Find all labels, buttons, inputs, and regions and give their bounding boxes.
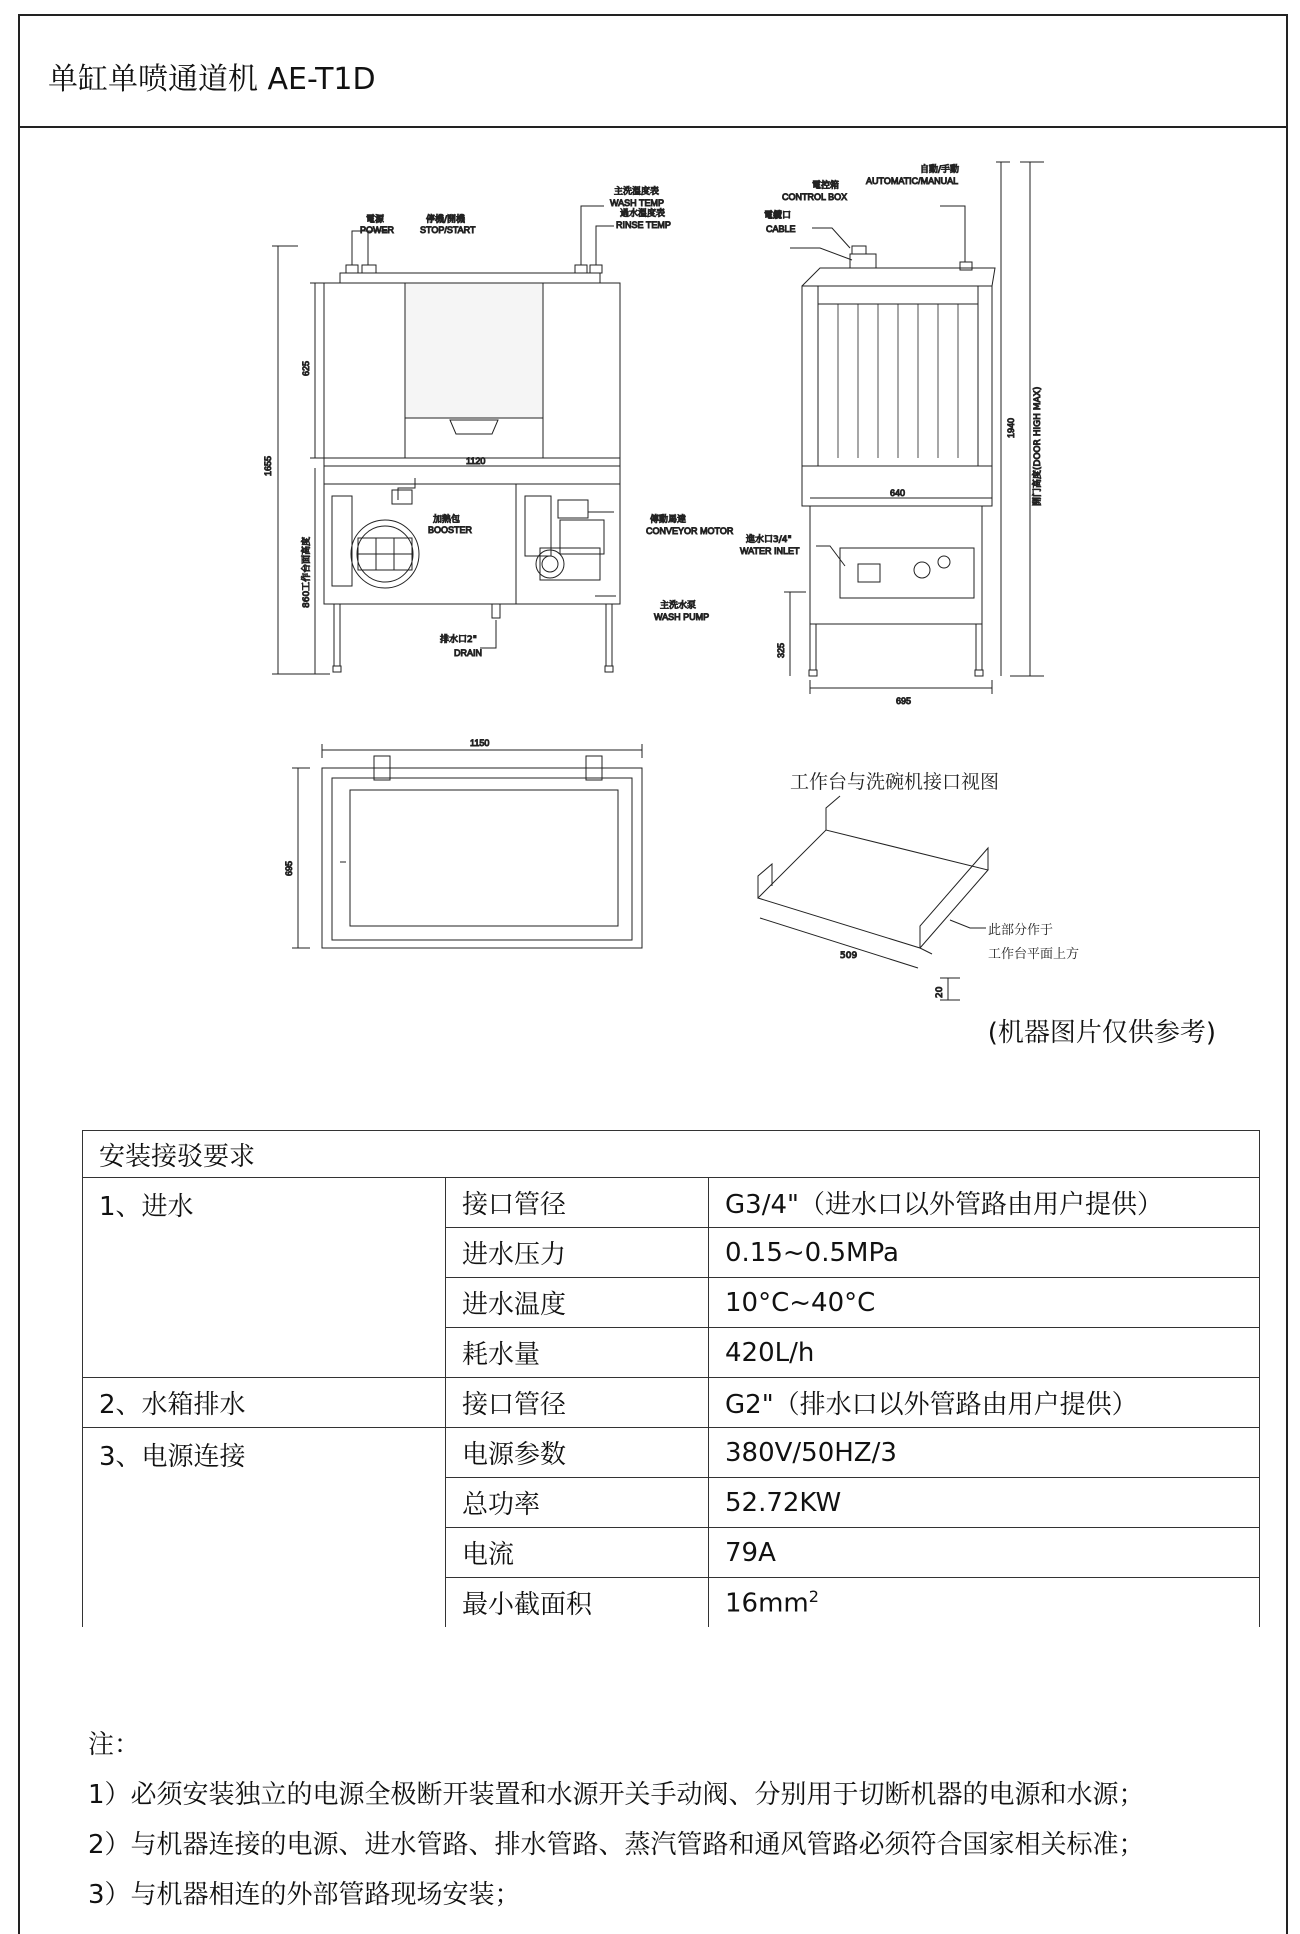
top-view [292, 744, 642, 948]
iso-note-line2: 工作台平面上方 [988, 947, 1080, 962]
door-high-label: 開门高度(DOOR HIGH MAX) [1033, 386, 1043, 506]
stopstart-label-en: STOP/START [420, 225, 476, 235]
drain-label-cn: 排水口2" [440, 635, 477, 645]
dim-20: 20 [935, 986, 945, 998]
washpump-label-cn: 主洗水泵 [660, 601, 697, 611]
drain-label-en: DRAIN [454, 648, 483, 658]
table-row [83, 1178, 1260, 1228]
rinsetemp-label-cn: 過水溫度表 [620, 209, 666, 219]
installation-requirements-table [82, 1130, 1260, 1627]
page-title: 单缸单喷通道机 AE-T1D [48, 62, 376, 97]
row-value [709, 1578, 1260, 1628]
dim-695: 695 [896, 696, 912, 706]
washpump-label-en: WASH PUMP [654, 612, 710, 622]
note-item: 2）与机器连接的电源、进水管路、排水管路、蒸汽管路和通风管路必须符合国家相关标准； [88, 1830, 1145, 1860]
row-key: 总功率 [446, 1478, 709, 1528]
power-switch-icon [346, 265, 358, 273]
dim-1940: 1940 [1006, 417, 1016, 438]
washtemp-label-en: WASH TEMP [610, 198, 665, 208]
booster-label-en: BOOSTER [428, 525, 473, 535]
dim-695b: 695 [284, 860, 294, 876]
row-key: 进水压力 [446, 1228, 709, 1278]
worktable-iso-view [758, 796, 988, 1000]
table-row [83, 1378, 1260, 1428]
cable-label-cn: 電纜口 [764, 211, 792, 221]
rinsetemp-label-en: RINSE TEMP [616, 220, 671, 230]
row-value: G3/4"（进水口以外管路由用户提供） [709, 1178, 1260, 1228]
cable-label-en: CABLE [766, 224, 796, 234]
section-drain: 2、水箱排水 [83, 1378, 446, 1428]
inlet-label-cn: 進水口3/4" [746, 535, 792, 545]
section-water-inlet: 1、进水 [83, 1178, 446, 1378]
side-view [784, 162, 1044, 694]
row-key: 电流 [446, 1528, 709, 1578]
iso-view-title: 工作台与洗碗机接口视图 [790, 771, 1000, 793]
row-value: 10°C~40°C [709, 1278, 1260, 1328]
power-label-en: POWER [360, 225, 395, 235]
row-value: 380V/50HZ/3 [709, 1428, 1260, 1478]
notes-section [88, 1720, 1145, 1920]
row-value: 52.72KW [709, 1478, 1260, 1528]
row-key: 接口管径 [446, 1178, 709, 1228]
document-frame [18, 14, 1288, 1934]
front-view [272, 206, 620, 674]
iso-note-line1: 此部分作于 [988, 923, 1054, 938]
conveyor-label-en: CONVEYOR MOTOR [646, 526, 734, 536]
row-value: G2"（排水口以外管路由用户提供） [709, 1378, 1260, 1428]
title-bar [20, 16, 1286, 128]
row-key: 耗水量 [446, 1328, 709, 1378]
row-value: 79A [709, 1528, 1260, 1578]
dim-1655: 1655 [263, 455, 273, 476]
row-key: 进水温度 [446, 1278, 709, 1328]
section-power: 3、电源连接 [83, 1428, 446, 1628]
table-row [83, 1428, 1260, 1478]
worktable-height-label: 860工作台面高度 [302, 536, 312, 608]
dim-509: 509 [840, 951, 858, 961]
dim-325: 325 [776, 642, 786, 658]
conveyor-motor-icon [525, 496, 604, 580]
row-key: 最小截面积 [446, 1578, 709, 1628]
washtemp-label-cn: 主洗溫度表 [614, 187, 660, 197]
note-item: 3）与机器相连的外部管路现场安装； [88, 1880, 521, 1910]
controlbox-label-en: CONTROL BOX [782, 192, 848, 202]
power-label-cn: 電源 [366, 215, 385, 225]
controlbox-label-cn: 電控箱 [812, 181, 840, 191]
dim-640: 640 [890, 488, 906, 498]
water-inlet-icon [840, 548, 974, 598]
booster-icon [332, 490, 419, 588]
technical-drawing [20, 128, 1286, 1028]
dim-1150: 1150 [470, 738, 490, 748]
row-value-text: 16mm [725, 1588, 809, 1619]
reference-note: (机器图片仅供参考) [987, 1018, 1216, 1048]
inlet-label-en: WATER INLET [740, 546, 800, 556]
dim-1120: 1120 [466, 456, 486, 466]
stopstart-label-cn: 停機/開機 [426, 215, 466, 225]
auto-label-cn: 自動/手動 [920, 165, 960, 175]
row-value: 0.15~0.5MPa [709, 1228, 1260, 1278]
note-item: 1）必须安装独立的电源全极断开装置和水源开关手动阀、分别用于切断机器的电源和水源； [88, 1780, 1145, 1810]
row-key: 接口管径 [446, 1378, 709, 1428]
superscript: 2 [808, 1586, 819, 1606]
booster-label-cn: 加熱包 [433, 515, 461, 525]
table-header: 安装接驳要求 [83, 1131, 1260, 1178]
row-value: 420L/h [709, 1328, 1260, 1378]
table-header-row [83, 1131, 1260, 1178]
auto-label-en: AUTOMATIC/MANUAL [866, 176, 959, 186]
dim-625: 625 [301, 360, 311, 376]
row-key: 电源参数 [446, 1428, 709, 1478]
conveyor-label-cn: 傳動馬達 [650, 515, 687, 525]
notes-heading: 注： [88, 1730, 141, 1760]
